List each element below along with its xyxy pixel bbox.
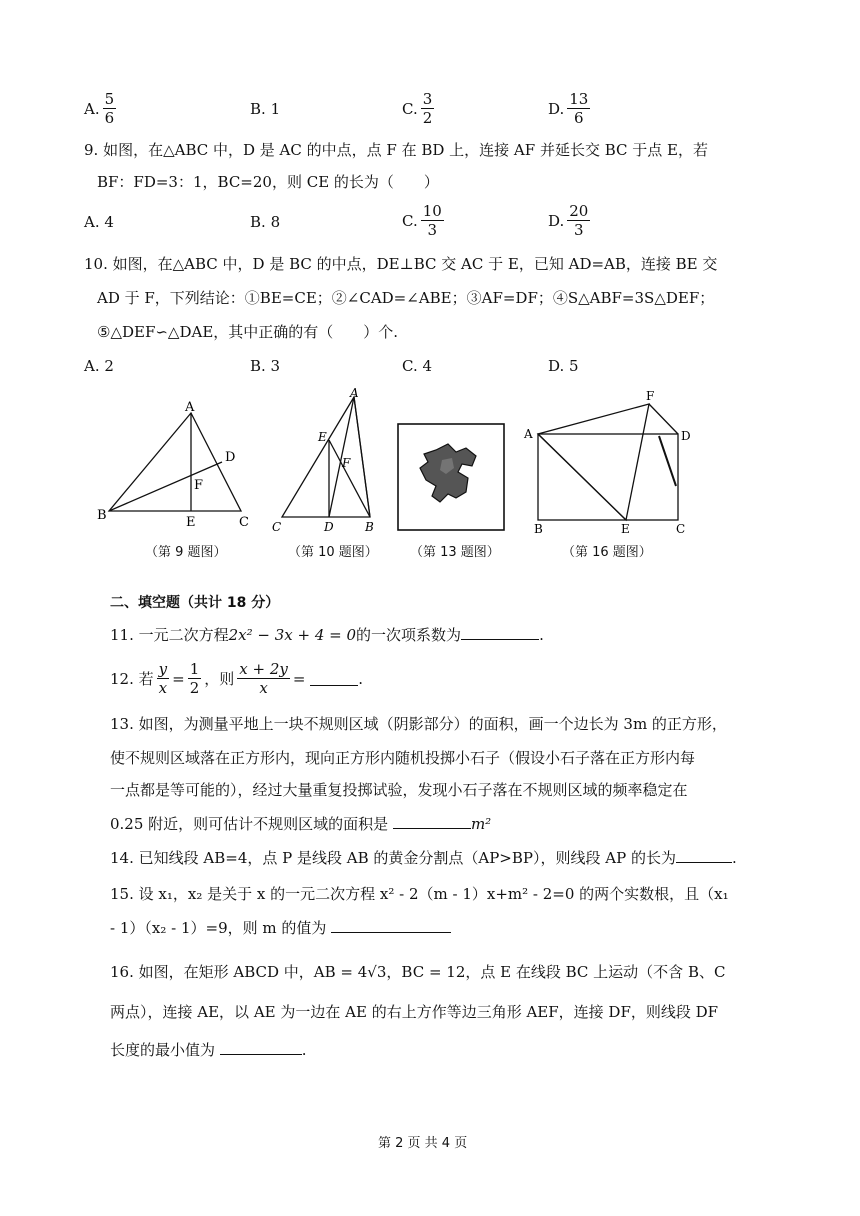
irregular-region xyxy=(420,444,476,502)
q15-line1: 15. 设 x₁，x₂ 是关于 x 的一元二次方程 x² - 2（m - 1）x+m² - 2=0 的两个实数根，且（x₁ xyxy=(110,885,729,903)
page-footer: 第 2 页 共 4 页 xyxy=(378,1136,468,1151)
q9-option-c: C. $\frac{10}{3}$ xyxy=(402,202,442,239)
q10-option-d: D. 5 xyxy=(548,357,579,375)
q10-line2: AD 于 F，下列结论：①BE=CE；②∠CAD=∠ABE；③AF=DF；④S△ABF=3S△DEF； xyxy=(97,289,715,307)
fig10-label-f: F xyxy=(342,456,351,470)
caption-fig16: （第 16 题图） xyxy=(562,545,652,560)
q10-option-a: A. 2 xyxy=(84,357,114,375)
q8-option-b: B. 1 xyxy=(250,100,281,118)
q15-blank xyxy=(331,918,451,933)
fig16-label-a: A xyxy=(524,427,533,441)
fig16-label-e: E xyxy=(621,522,630,536)
fig10-label-a: A xyxy=(350,386,359,400)
fig9-label-e: E xyxy=(186,515,196,530)
q8-option-c: C. $\frac{3}{2}$ xyxy=(402,90,433,127)
q13-blank xyxy=(393,814,471,829)
figure-q16 xyxy=(524,390,694,535)
q13-line3: 一点都是等可能的），经过大量重复投掷试验，发现小石子落在不规则区域的频率稳定在 xyxy=(110,781,688,799)
fig16-label-f: F xyxy=(646,389,655,403)
fig16-label-d: D xyxy=(681,429,691,443)
q10-line3: ⑤△DEF∽△DAE，其中正确的有（ ）个. xyxy=(97,323,399,341)
q10-option-b: B. 3 xyxy=(250,357,281,375)
q16-line2: 两点），连接 AE，以 AE 为一边在 AE 的右上方作等边三角形 AEF，连接 DF，则线段 DF xyxy=(110,1003,719,1021)
section-heading: 二、填空题（共计 18 分） xyxy=(110,595,280,611)
q8-option-a: A. $\frac{5}{6}$ xyxy=(84,90,115,127)
fig9-label-b: B xyxy=(97,508,107,523)
q16-blank xyxy=(220,1040,302,1055)
q10-line1: 10. 如图，在△ABC 中，D 是 BC 的中点，DE⊥BC 交 AC 于 E，已知 AD=AB，连接 BE 交 xyxy=(84,255,718,273)
fig10-label-e: E xyxy=(318,430,327,444)
q9-line1: 9. 如图，在△ABC 中，D 是 AC 的中点，点 F 在 BD 上，连接 AF 并延长交 BC 于点 E，若 xyxy=(84,141,708,159)
caption-fig9: （第 9 题图） xyxy=(145,545,227,560)
fig9-label-c: C xyxy=(239,515,249,530)
figure-q10 xyxy=(268,385,388,535)
q15-line2: - 1）（x₂ - 1）=9，则 m 的值为 xyxy=(110,918,451,938)
q9-option-d: D. $\frac{20}{3}$ xyxy=(548,202,589,239)
fig9-label-f: F xyxy=(194,478,204,493)
q13-line4: 0.25 附近，则可估计不规则区域的面积是 m² xyxy=(110,815,492,833)
q14: 14. 已知线段 AB=4，点 P 是线段 AB 的黄金分割点（AP>BP），则线段 AP 的长为 . xyxy=(110,849,737,867)
q13-line1: 13. 如图，为测量平地上一块不规则区域（阴影部分）的面积，画一个边长为 3m 的正方形， xyxy=(110,715,727,733)
figure-q9 xyxy=(95,395,265,535)
fig10-label-c: C xyxy=(272,520,282,534)
fig9-label-a: A xyxy=(185,400,195,415)
q16-line3: 长度的最小值为 . xyxy=(110,1041,307,1059)
fig16-label-b: B xyxy=(534,522,543,536)
q9-line2: BF：FD=3：1，BC=20，则 CE 的长为（ ） xyxy=(97,173,439,191)
fig10-label-b: B xyxy=(365,520,374,534)
q9-option-a: A. 4 xyxy=(84,213,114,231)
figure-q13 xyxy=(396,422,506,532)
q14-blank xyxy=(676,848,732,863)
q9-option-b: B. 8 xyxy=(250,213,281,231)
q8-option-d: D. $\frac{13}{6}$ xyxy=(548,90,589,127)
q13-line2: 使不规则区域落在正方形内，现向正方形内随机投掷小石子（假设小石子落在正方形内每 xyxy=(110,749,696,767)
fig16-label-c: C xyxy=(676,522,686,536)
caption-fig10: （第 10 题图） xyxy=(288,545,378,560)
q10-option-c: C. 4 xyxy=(402,357,433,375)
q16-line1: 16. 如图，在矩形 ABCD 中，AB = 4√3，BC = 12，点 E 在线段 BC 上运动（不含 B、C xyxy=(110,963,726,981)
q12-blank xyxy=(310,671,358,686)
q12: 12. 若 $\frac{y}{x}$ = $\frac{1}{2}$ ，则 $\frac{x + 2y}{x}$ = . xyxy=(110,660,363,697)
fig10-label-d: D xyxy=(324,520,334,534)
q11-blank xyxy=(461,625,539,640)
q11: 11. 一元二次方程2x² − 3x + 4 = 0的一次项系数为 . xyxy=(110,626,544,644)
fig9-label-d: D xyxy=(225,450,236,465)
caption-fig13: （第 13 题图） xyxy=(410,545,500,560)
